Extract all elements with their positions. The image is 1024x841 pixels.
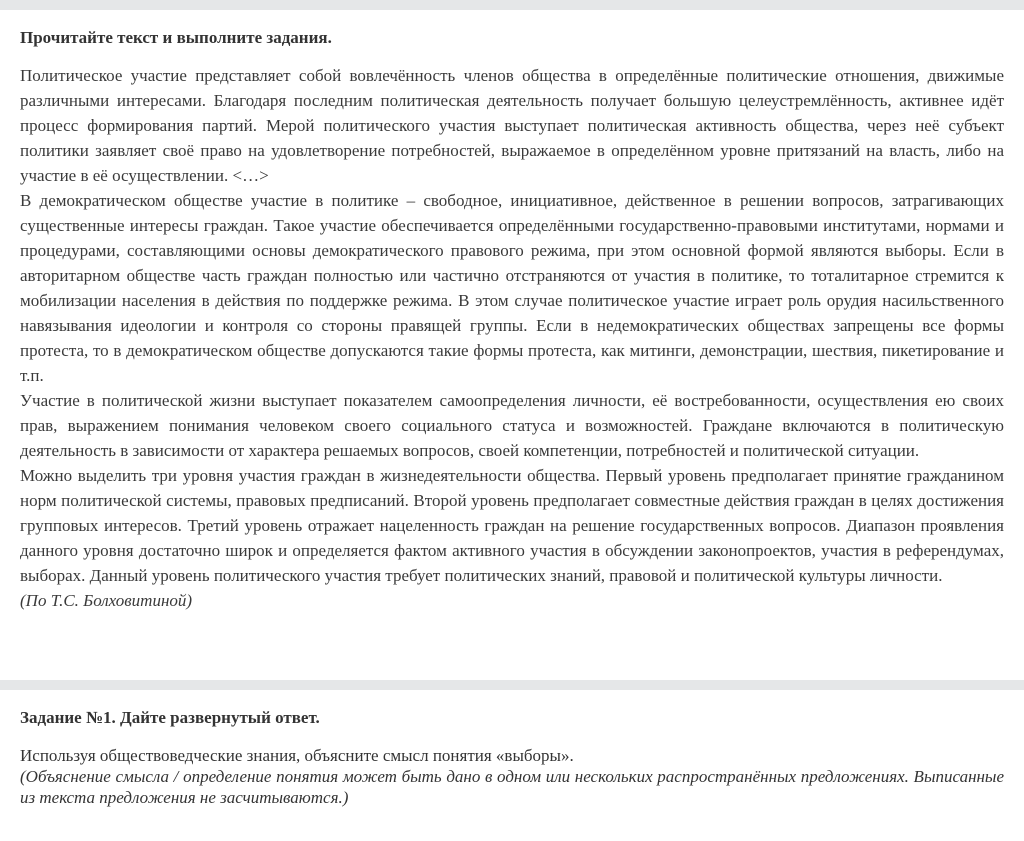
- reading-paragraph-2: В демократическом обществе участие в политике – свободное, инициативное, действенное в решении вопросов, затрагивающих существенные интересы граждан. Такое участие обеспечивается определёнными государственно-правовыми институтами, нормами и процедурами, составляющими основы демократического правового режима, при этом основной формой являются выборы. Если в авторитарном обществе часть граждан полностью или частично отстраняются от участия в политике, то тоталитарное стремится к мобилизации населения в действия по поддержке режима. В этом случае политическое участие играет роль орудия насильственного навязывания идеологии и контроля со стороны правящей группы. Если в недемократических обществах запрещены все формы протеста, то в демократическом обществе допускаются такие формы протеста, как митинги, демонстрации, шествия, пикетирование и т.п.: [20, 191, 1004, 385]
- reading-paragraph-4: Можно выделить три уровня участия граждан в жизнедеятельности общества. Первый уровень предполагает принятие гражданином норм политической системы, правовых предписаний. Второй уровень предполагает совместные действия граждан в целях достижения групповых интересов. Третий уровень отражает нацеленность граждан на решение государственных вопросов. Диапазон проявления данного уровня достаточно широк и определяется фактом активного участия в обсуждении законопроектов, участия в референдумах, выборах. Данный уровень политического участия требует политических знаний, правовой и политической культуры личности.: [20, 466, 1004, 585]
- task-hint: (Объяснение смысла / определение понятия может быть дано в одном или нескольких распространённых предложениях. Выписанные из текста предложения не засчитываются.): [20, 767, 1004, 807]
- section-divider: [0, 680, 1024, 690]
- reading-paragraph-3: Участие в политической жизни выступает показателем самоопределения личности, её востребованности, осуществления ею своих прав, выражением понимания человеком своего социального статуса и возможностей. Граждане включаются в политическую деятельность в зависимости от характера решаемых вопросов, своей компетенции, потребностей и политической ситуации.: [20, 391, 1004, 460]
- task-card: [20, 707, 1004, 808]
- reading-title: Прочитайте текст и выполните задания.: [20, 28, 332, 47]
- reading-text-card: [20, 27, 1004, 613]
- top-divider: [0, 0, 1024, 10]
- reading-paragraph-1: Политическое участие представляет собой вовлечённость членов общества в определённые политические отношения, движимые различными интересами. Благодаря последним политическая деятельность получает большую целеустремлённость, активнее идёт процесс формирования партий. Мерой политического участия выступает политическая активность общества, через неё субъект политики заявляет своё право на удовлетворение потребностей, выражаемое в определённом уровне притязаний на власть, либо на участие в её осуществлении. <…>: [20, 66, 1004, 185]
- task-title: Задание №1. Дайте развернутый ответ.: [20, 708, 320, 727]
- task-question: Используя обществоведческие знания, объясните смысл понятия «выборы».: [20, 746, 574, 765]
- text-attribution: (По Т.С. Болховитиной): [20, 591, 193, 610]
